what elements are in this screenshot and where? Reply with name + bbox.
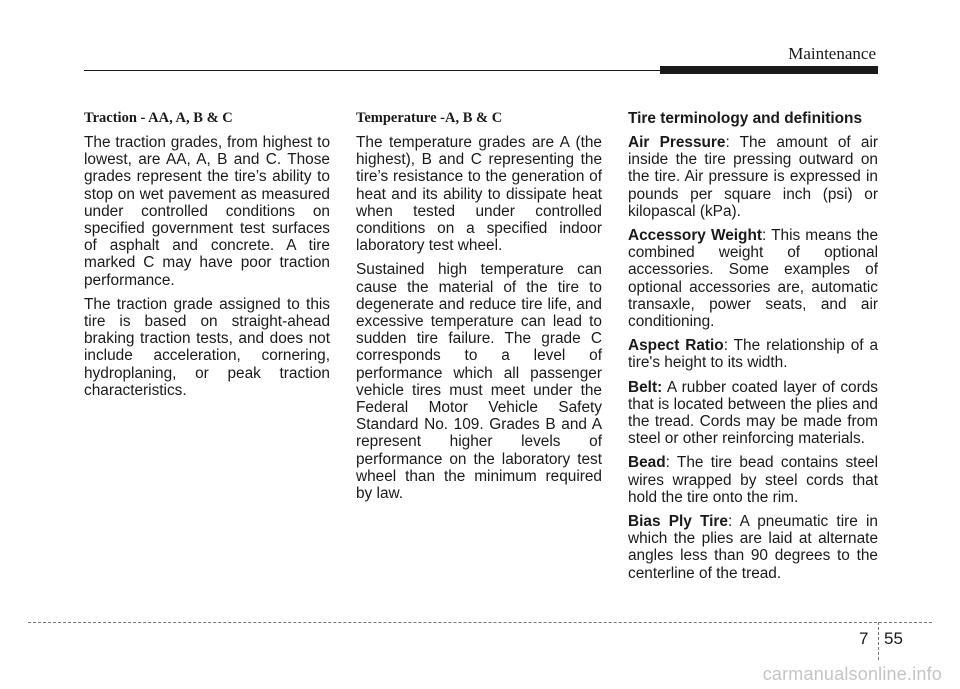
- temperature-paragraph-1: The temperature grades are A (the highest), B and C representing the tire’s resistance to the generation of heat and its ability to dissipate heat when tested under controlled conditions on a specified indoor laboratory test wheel.: [356, 134, 602, 255]
- definition-accessory-weight: [628, 227, 878, 330]
- definition-term: Bias Ply Tire: [628, 513, 728, 531]
- column-traction: [84, 110, 330, 406]
- definition-separator: :: [657, 378, 663, 396]
- section-title: Maintenance: [788, 44, 876, 63]
- definition-text: The amount of air inside the tire pressing outward on the tire. Air pressure is expressed in pounds per square inch (psi) or kilopascal (kPa).: [628, 134, 878, 220]
- definition-separator: :: [725, 134, 730, 151]
- definition-term: Belt: [628, 378, 658, 396]
- definition-separator: :: [727, 513, 733, 531]
- temperature-heading: Temperature -A, B & C: [356, 110, 503, 126]
- traction-paragraph-1: The traction grades, from highest to lowest, are AA, A, B and C. Those grades represent the tire’s ability to stop on wet pavement as measured under controlled conditions on specified government test surfaces of asphalt and concrete. A tire marked C may have poor traction performance.: [84, 134, 330, 289]
- definition-term: Accessory Weight: [628, 227, 762, 245]
- definition-separator: :: [723, 337, 728, 355]
- definition-separator: :: [762, 227, 767, 245]
- traction-heading: Traction - AA, A, B & C: [84, 110, 233, 126]
- traction-paragraph-2: The traction grade assigned to this tire is based on straight-ahead braking traction tests, and does not include acceleration, cornering, hydroplaning, or peak traction characteristics.: [84, 295, 330, 399]
- temperature-paragraph-2: Sustained high temperature can cause the material of the tire to degenerate and reduce tire life, and excessive temperature can lead to sudden tire failure. The grade C corresponds to a level of performance which all passenger vehicle tires must meet under the Federal Motor Vehicle Safety Standard No. 109. Grades B and A represent higher levels of performance on the laboratory test wheel than the minimum required by law.: [356, 261, 602, 503]
- definition-belt: [628, 379, 878, 448]
- definition-text: The tire bead contains steel wires wrapped by steel cords that hold the tire onto the rim.: [628, 454, 878, 506]
- watermark-text: carmanualsonline.info: [762, 664, 942, 684]
- footer-divider: [28, 622, 932, 623]
- footer-page-separator: [878, 622, 879, 660]
- page-number: 55: [884, 629, 903, 648]
- definition-term: Air Pressure: [628, 134, 726, 151]
- definition-term: Bead: [628, 454, 666, 472]
- definition-aspect-ratio: [628, 337, 878, 371]
- chapter-number: 7: [859, 629, 869, 648]
- definition-bead: [628, 454, 878, 506]
- header-divider: [84, 70, 660, 71]
- definition-text: A pneumatic tire in which the plies are laid at alternate angles less than 90 degrees to the centerline of the tread.: [628, 513, 878, 582]
- column-temperature: [356, 110, 602, 509]
- definition-separator: :: [665, 454, 670, 472]
- definition-text: A rubber coated layer of cords that is located between the plies and the tread. Cords may be made from steel or other reinforcing materials.: [628, 378, 878, 448]
- definition-text: The relationship of a tire's height to its width.: [628, 337, 879, 372]
- definition-air-pressure: [628, 134, 878, 220]
- definition-term: Aspect Ratio: [628, 337, 724, 355]
- terminology-heading: Tire terminology and definitions: [628, 110, 863, 127]
- column-terminology: [628, 110, 878, 589]
- header-accent-bar: [660, 66, 878, 74]
- definition-text: This means the combined weight of optional accessories. Some examples of optional accessories are, automatic transaxle, power seats, and air conditioning.: [628, 227, 879, 331]
- definition-bias-ply-tire: [628, 513, 878, 582]
